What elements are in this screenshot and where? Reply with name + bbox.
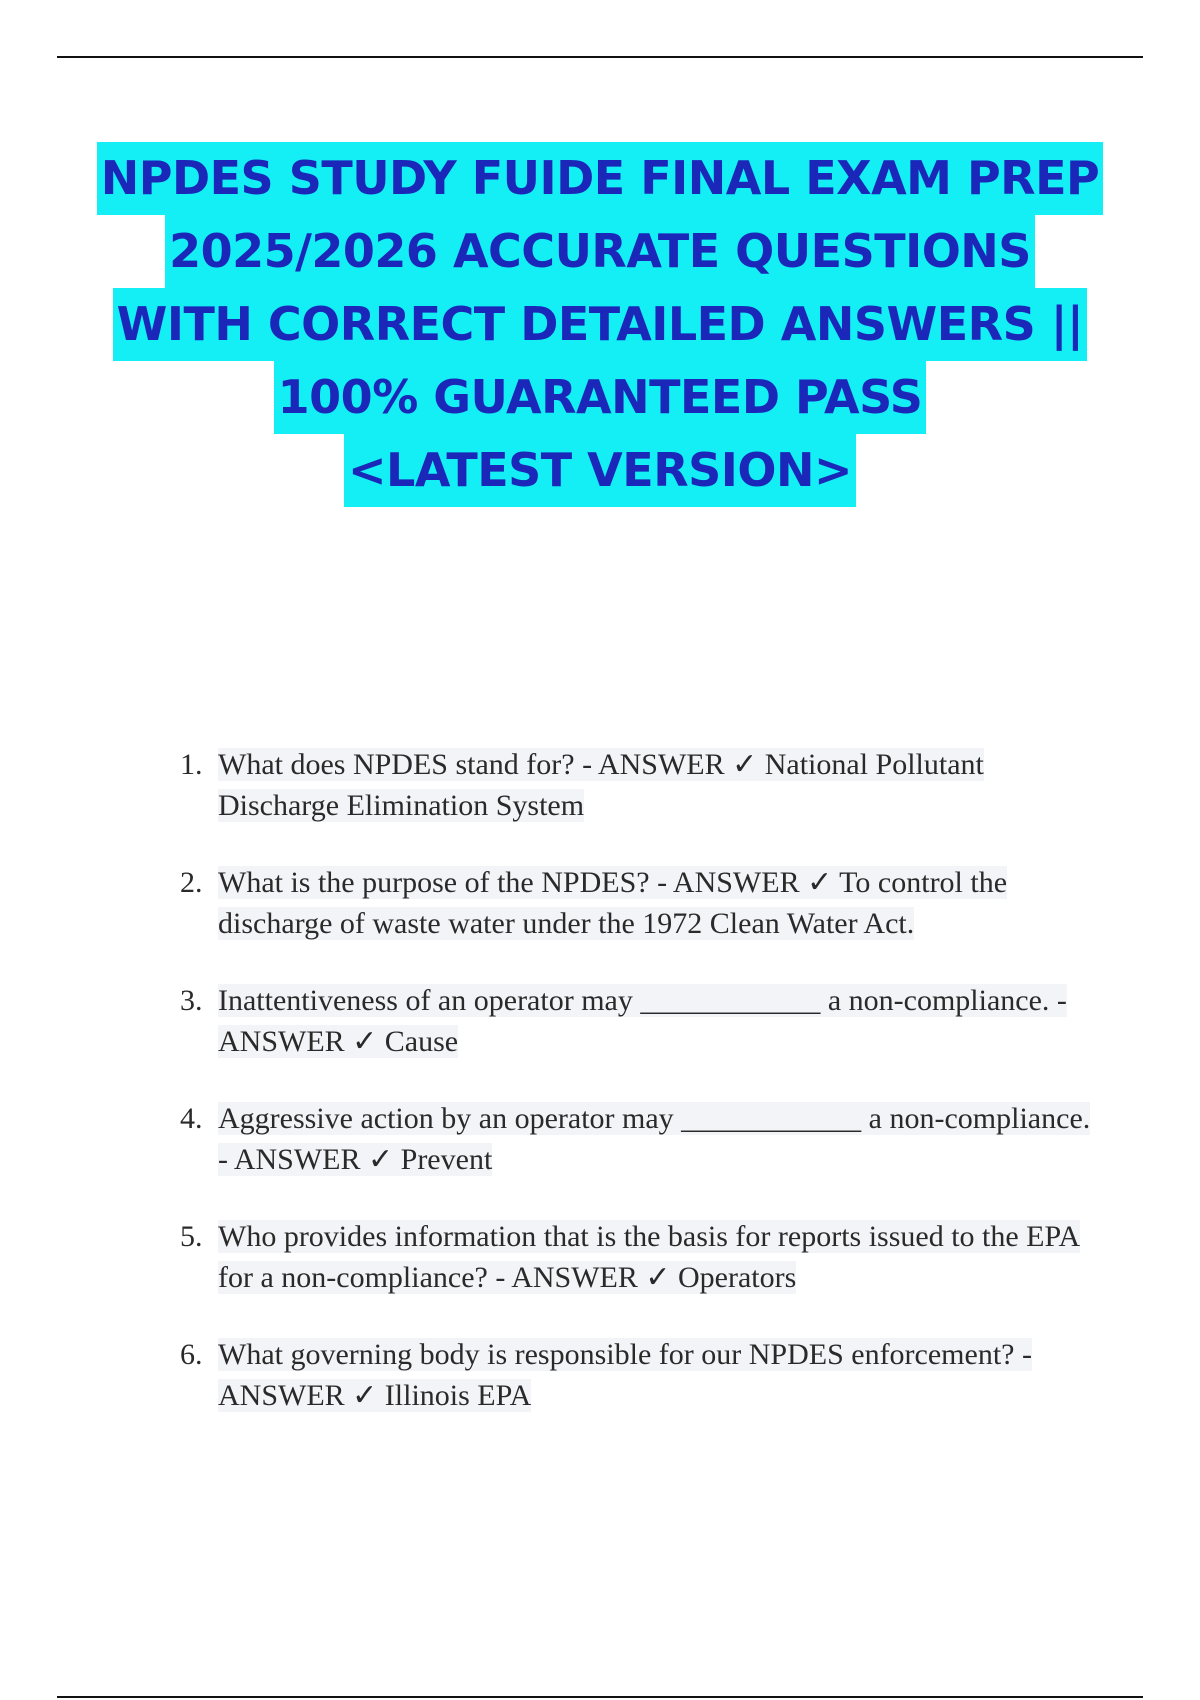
- item-number: 5.: [180, 1220, 203, 1253]
- title-line: NPDES STUDY FUIDE FINAL EXAM PREP: [0, 142, 1200, 215]
- item-text: What is the purpose of the NPDES? - ANSWER ✓ To control the discharge of waste water under the 1972 Clean Water Act.: [218, 866, 1008, 940]
- item-number: 1.: [180, 748, 203, 781]
- list-item: [172, 862, 1092, 944]
- list-item: [172, 744, 1092, 826]
- title-line: <LATEST VERSION>: [0, 434, 1200, 507]
- title-line: 100% GUARANTEED PASS: [0, 361, 1200, 434]
- document-title: [0, 142, 1200, 507]
- top-rule: [57, 56, 1143, 58]
- title-line: 2025/2026 ACCURATE QUESTIONS: [0, 215, 1200, 288]
- item-number: 3.: [180, 984, 203, 1017]
- item-text: What does NPDES stand for? - ANSWER ✓ National Pollutant Discharge Elimination System: [218, 748, 984, 822]
- item-number: 2.: [180, 866, 203, 899]
- list-item: [172, 1098, 1092, 1180]
- list-item: [172, 1334, 1092, 1416]
- item-text: What governing body is responsible for our NPDES enforcement? - ANSWER ✓ Illinois EPA: [218, 1338, 1032, 1412]
- list-item: [172, 980, 1092, 1062]
- item-number: 4.: [180, 1102, 203, 1135]
- title-line: WITH CORRECT DETAILED ANSWERS ||: [0, 288, 1200, 361]
- list-item: [172, 1216, 1092, 1298]
- item-text: Who provides information that is the basis for reports issued to the EPA for a non-compliance? - ANSWER ✓ Operators: [218, 1220, 1081, 1294]
- question-list: [172, 744, 1092, 1452]
- item-text: Aggressive action by an operator may ____________ a non-compliance. - ANSWER ✓ Prevent: [218, 1102, 1091, 1176]
- item-number: 6.: [180, 1338, 203, 1371]
- item-text: Inattentiveness of an operator may ____________ a non-compliance. - ANSWER ✓ Cause: [218, 984, 1067, 1058]
- bottom-rule: [57, 1696, 1143, 1698]
